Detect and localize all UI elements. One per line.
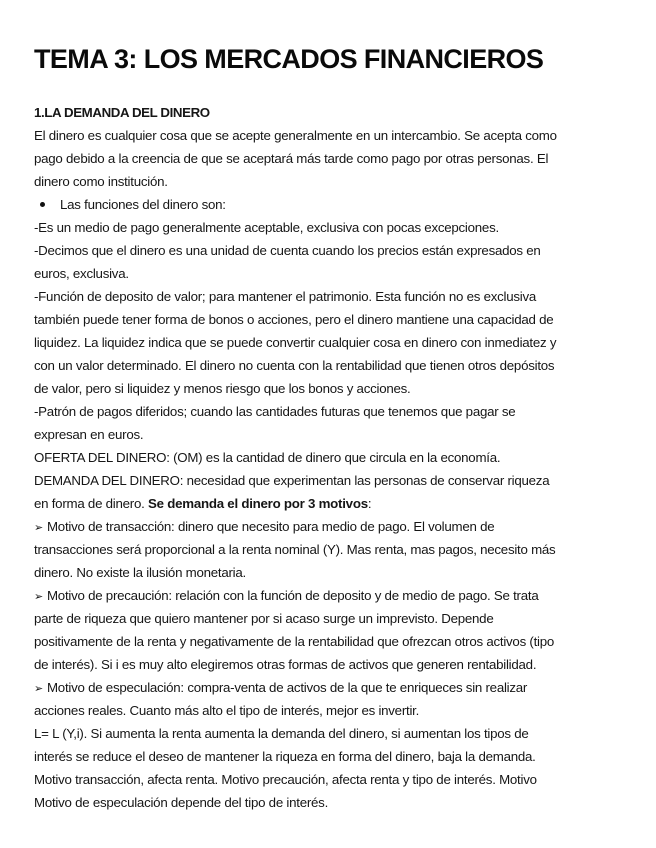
- bullet-item: [34, 193, 634, 216]
- paragraph-line: acciones reales. Cuanto más alto el tipo de interés, mejor es invertir.: [34, 703, 420, 718]
- paragraph-line: liquidez. La liquidez indica que se puede convertir cualquier cosa en dinero con inmediatez y: [34, 335, 557, 350]
- demand-motives-line: [34, 492, 634, 515]
- paragraph-line: -Función de deposito de valor; para mantener el patrimonio. Esta función no es exclusiva: [34, 289, 537, 304]
- paragraph-line: expresan en euros.: [34, 427, 144, 442]
- demand-line-suffix: :: [367, 496, 372, 511]
- demand-line-bold: Se demanda el dinero por 3 motivos: [148, 496, 368, 511]
- arrowhead-bullet-icon: ➢: [34, 683, 43, 695]
- bullet-icon: [40, 202, 45, 207]
- demand-line-prefix: en forma de dinero.: [34, 496, 149, 511]
- paragraph-line: DEMANDA DEL DINERO: necesidad que experimentan las personas de conservar riqueza: [34, 473, 550, 488]
- paragraph-line: pago debido a la creencia de que se aceptará más tarde como pago por otras personas. El: [34, 151, 549, 166]
- paragraph-line: transacciones será proporcional a la renta nominal (Y). Mas renta, mas pagos, necesito más: [34, 542, 556, 557]
- arrowhead-bullet-icon: ➢: [34, 522, 43, 534]
- paragraph-line: de valor, pero si liquidez y menos riesgo que los bonos y acciones.: [34, 381, 411, 396]
- paragraph-line: también puede tener forma de bonos o acciones, pero el dinero mantiene una capacidad de: [34, 312, 554, 327]
- motive-transaccion: [34, 515, 634, 538]
- paragraph-line: parte de riqueza que quiero mantener por si acaso surge un imprevisto. Depende: [34, 611, 494, 626]
- paragraph-line: -Decimos que el dinero es una unidad de cuenta cuando los precios están expresados en: [34, 243, 541, 258]
- paragraph-line: Motivo transacción, afecta renta. Motivo precaución, afecta renta y tipo de interés. Motivo: [34, 772, 537, 787]
- paragraph-line: Motivo de especulación depende del tipo de interés.: [34, 795, 329, 810]
- paragraph-line: OFERTA DEL DINERO: (OM) es la cantidad de dinero que circula en la economía.: [34, 450, 501, 465]
- paragraph-line: L= L (Y,i). Si aumenta la renta aumenta la demanda del dinero, si aumentan los tipos de: [34, 726, 529, 741]
- paragraph-line: interés se reduce el deseo de mantener la riqueza en forma del dinero, baja la demanda.: [34, 749, 536, 764]
- motive-text: Motivo de precaución: relación con la función de deposito y de medio de pago. Se trata: [46, 588, 539, 603]
- bullet-text: Las funciones del dinero son:: [60, 197, 226, 212]
- section-heading: 1.LA DEMANDA DEL DINERO: [34, 105, 210, 120]
- paragraph-line: con un valor determinado. El dinero no cuenta con la rentabilidad que tienen otros depósitos: [34, 358, 555, 373]
- motive-text: Motivo de transacción: dinero que necesito para medio de pago. El volumen de: [46, 519, 495, 534]
- motive-especulacion: [34, 676, 634, 699]
- paragraph-line: euros, exclusiva.: [34, 266, 129, 281]
- motive-precaucion: [34, 584, 634, 607]
- paragraph-line: -Patrón de pagos diferidos; cuando las cantidades futuras que tenemos que pagar se: [34, 404, 516, 419]
- document-body: [34, 101, 634, 814]
- arrowhead-bullet-icon: ➢: [34, 591, 43, 603]
- paragraph-line: El dinero es cualquier cosa que se acepte generalmente en un intercambio. Se acepta como: [34, 128, 557, 143]
- document-title: TEMA 3: LOS MERCADOS FINANCIEROS: [34, 44, 544, 74]
- paragraph-line: -Es un medio de pago generalmente aceptable, exclusiva con pocas excepciones.: [34, 220, 499, 235]
- paragraph-line: dinero. No existe la ilusión monetaria.: [34, 565, 246, 580]
- paragraph-line: dinero como institución.: [34, 174, 168, 189]
- paragraph-line: de interés). Si i es muy alto elegiremos otras formas de activos que generen rentabilidad.: [34, 657, 537, 672]
- paragraph-line: positivamente de la renta y negativamente de la rentabilidad que ofrezcan otros activos (tipo: [34, 634, 555, 649]
- motive-text: Motivo de especulación: compra-venta de activos de la que te enriqueces sin realizar: [46, 680, 528, 695]
